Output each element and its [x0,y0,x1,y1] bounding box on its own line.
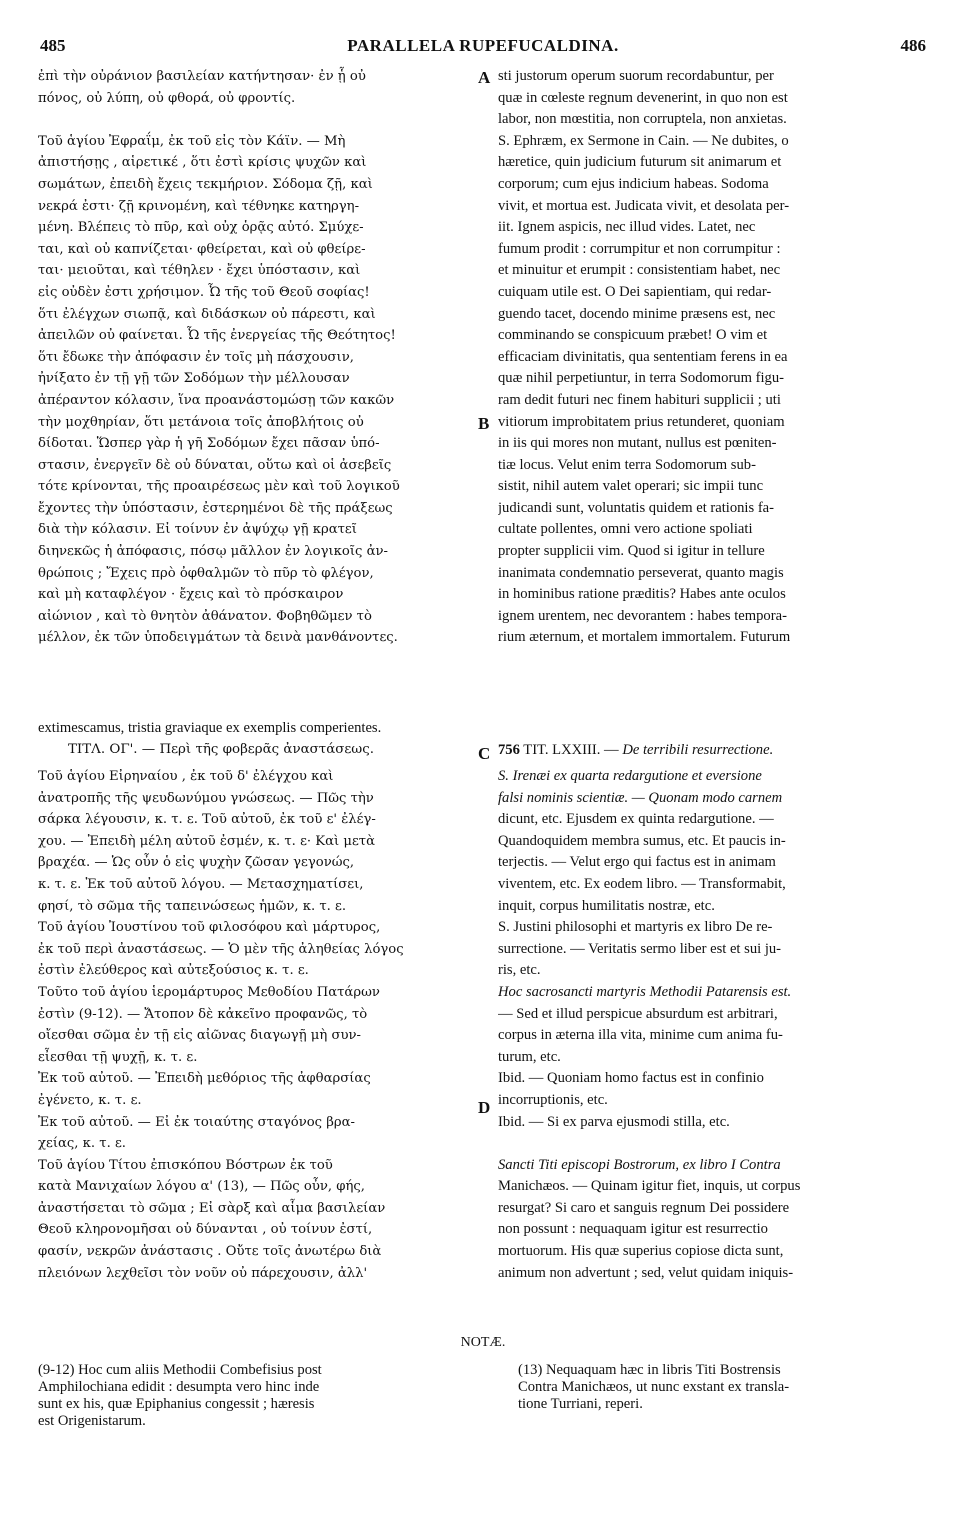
greek-text-line: θρώποις ; Ἔχεις πρὸ ὀφθαλμῶν τὸ πῦρ τὸ φλέγον, [38,565,374,581]
greek-text-line: εἶεσθαι τῇ ψυχῇ, κ. τ. ε. [38,1049,198,1065]
latin-text-line: viventem, etc. Ex eodem libro. — Transformabit, [498,875,786,892]
latin-text-line: surrectione. — Veritatis sermo liber est et sui ju- [498,940,782,957]
latin-text-line: Ibid. — Si ex parva ejusmodi stilla, etc. [498,1113,730,1130]
greek-text-line: Τοῦ ἁγίου Ἰουστίνου τοῦ φιλοσόφου καὶ μάρτυρος, [38,920,381,936]
latin-text-line: S. Justini philosophi et martyris ex libro De re- [498,919,773,936]
greek-text-line: ἐστὶν (9-12). — Ἄτοπον δὲ κἀκεῖνο προφανῶς, τὸ [38,1006,368,1022]
column-number: 756 [498,742,520,758]
greek-text-line: ἀπέραντον κόλασιν, ἵνα προανάστομώσῃ τῶν κακῶν [38,392,395,408]
section-marker-b: B [478,414,490,433]
greek-text-line: δίδοται. Ὥσπερ γὰρ ἡ γῆ Σοδόμων ἔχει πᾶσαν ὑπό- [38,436,380,452]
greek-text-line: ἀπιστήσῃς , αἱρετικέ , ὅτι ἐστὶ κρίσις ψυχῶν καὶ [38,155,367,171]
greek-text-line: κατὰ Μανιχαίων λόγου α' (13), — Πῶς οὖν, φής, [38,1179,365,1195]
greek-text-line: Τοῦ ἁγίου Τίτου ἐπισκόπου Βόστρων ἐκ τοῦ [38,1157,333,1173]
latin-text-line: sistit, nihil autem valet operari; sic impii tunc [498,478,764,495]
note-line: (9-12) Hoc cum aliis Methodii Combefisius post [38,1362,322,1378]
latin-section-title [498,742,773,759]
latin-text-line: mortuorum. His quæ superius copiose dicta sunt, [498,1243,784,1260]
greek-text-line: Θεοῦ κληρονομῆσαι οὐ δύνανται , οὐ τοίνυν ἐστί, [38,1222,373,1238]
greek-text-line: σωμάτων, ἐπειδὴ ἔχεις τεκμήριον. Σόδομα ζῇ, καὶ [38,176,373,192]
greek-text-line: ται· μειοῦται, καὶ τέθηλεν · ἔχει ὑπόστασιν, καὶ [38,263,361,279]
greek-text-line: Τοῦτο τοῦ ἁγίου ἱερομάρτυρος Μεθοδίου Πατάρων [38,984,380,1000]
greek-column-bottom [38,766,474,1284]
latin-text-line: terjectis. — Velut ergo qui factus est in animam [498,854,776,871]
greek-text-line: Ἐκ τοῦ αὐτοῦ. — Εἰ ἐκ τοιαύτης σταγόνος βρα- [38,1114,355,1130]
greek-text-line: κ. τ. ε. Ἐκ τοῦ αὐτοῦ λόγου. — Μετασχηματίσει, [38,876,364,892]
latin-title-italic: De terribili resurrectione. [622,742,774,758]
section-marker-a: A [478,68,491,87]
latin-text-line: tiæ locus. Velut enim terra Sodomorum sub- [498,456,756,473]
latin-text-line: iit. Ignem aspicis, nec illud vides. Latet, nec [498,219,756,236]
latin-text-line: corpus in æterna illa vita, minime cum anima fu- [498,1027,783,1044]
greek-text-line: πλειόνων λεχθεῖσι τὸν νοῦν οὐ πάρεχουσιν, ἀλλ' [38,1265,368,1281]
greek-text-line: χείας, κ. τ. ε. [38,1136,126,1152]
greek-text-line: πόνος, οὐ λύπη, οὐ φθορά, οὐ φροντίς. [38,90,296,106]
right-page-number: 486 [900,36,926,55]
latin-text-line: non possunt : nequaquam igitur est resurrectio [498,1221,768,1238]
latin-text-line: S. Ephræm, ex Sermone in Cain. — Ne dubites, o [498,132,789,149]
greek-text-line: ἐκ τοῦ περὶ ἀναστάσεως. — Ὁ μὲν τῆς ἀληθείας λόγος [38,941,404,957]
latin-text-line: Ibid. — Quoniam homo factus est in confinio [498,1070,764,1087]
latin-text-line: dicunt, etc. Ejusdem ex quinta redargutione. — [498,811,774,828]
left-page-number: 485 [40,36,66,55]
latin-title-label: TIT. LXXIII. — [523,742,619,758]
greek-text-line: φασίν, νεκρῶν ἀνάστασις . Οὔτε τοῖς ἀνωτέρω διὰ [38,1244,382,1260]
latin-text-line: vivit, et mortua est. Judicata vivit, et desolata per- [498,197,790,214]
latin-text-line: guendo tacet, docendo minime præsens est, nec [498,305,776,322]
latin-text-line: inanimata condemnatio perseverat, quanto magis [498,564,784,581]
greek-text-line: τότε κρίνονται, τῆς προαιρέσεως μὲν καὶ τοῦ λογικοῦ [38,479,400,495]
greek-text-line: φησί, τὸ σῶμα τῆς ταπεινώσεως ἡμῶν, κ. τ. ε. [38,898,347,914]
latin-text-line: efficaciam divinitatis, qua sententiam ferens in ea [498,348,788,365]
latin-text-line: labor, non mœstitia, non corruptela, non anxietas. [498,111,787,128]
latin-text-line: corporum; cum ejus indicium habeas. Sodoma [498,175,769,192]
latin-text-line: incorruptionis, etc. [498,1091,608,1108]
greek-text-line: ἀναστήσεται τὸ σῶμα ; Εἰ σὰρξ καὶ αἷμα βασιλείαν [38,1200,386,1216]
greek-text-line: σάρκα λέγουσιν, κ. τ. ε. Τοῦ αὐτοῦ, ἐκ τοῦ ε' ἐλέγ- [38,812,376,828]
greek-text-line: καὶ μὴ καταφλέγον · ἔχεις καὶ τὸ πρόσκαιρον [38,587,344,603]
note-left [38,1362,322,1430]
greek-text-line: διηνεκῶς ἡ ἀπόφασις, πόσῳ μᾶλλον ἐν λογικοῖς ἀν- [38,544,388,560]
note-line: est Origenistarum. [38,1413,146,1429]
greek-text-line: οἴεσθαι σῶμα ἐν τῇ εἰς αἰῶνας διαγωγῇ μὴ συν- [38,1028,361,1044]
latin-column-top [498,66,930,649]
greek-text-line: Τοῦ ἁγίου Εἰρηναίου , ἐκ τοῦ δ' ἐλέγχου καὶ [38,769,334,784]
latin-text-line: judicandi sunt, voluntatis quidem et rationis fa- [498,499,775,516]
greek-text-line: διὰ τὴν κόλασιν. Εἰ τοίνυν ἐν ἀψύχῳ γῇ κρατεῖ [38,522,357,538]
greek-text-line: ἐστὶν ἐλεύθερος καὶ αὐτεξούσιος κ. τ. ε. [38,963,309,979]
latin-text-line: cultate pollentes, omni vero actione spoliati [498,521,753,538]
latin-text-line: vitiorum improbitatem prius retunderet, quoniam [498,413,785,430]
note-line: tione Turriani, reperi. [518,1396,643,1412]
greek-text-line: ἐγένετο, κ. τ. ε. [38,1092,142,1108]
latin-text-line: resurgat? Si caro et sanguis regnum Dei possidere [498,1199,790,1216]
latin-text-line: Quandoquidem membra sumus, etc. Et paucis in- [498,832,786,849]
latin-text-line [498,1133,930,1155]
note-right [518,1362,789,1413]
latin-text-line: Manichæos. — Quinam igitur fiet, inquis, ut corpus [498,1178,801,1195]
full-width-line: extimescamus, tristia graviaque ex exemplis comperientes. [38,720,382,736]
latin-text-line: Sancti Titi episcopi Bostrorum, ex libro I Contra [498,1156,781,1173]
greek-text-line: Τοῦ ἁγίου Ἐφραΐμ, ἐκ τοῦ εἰς τὸν Κάϊν. — Μὴ [38,133,346,149]
latin-text-line: sti justorum operum suorum recordabuntur, per [498,68,774,84]
greek-text-line: ἐπὶ τὴν οὐράνιον βασιλείαν κατήντησαν· ἐν ᾗ οὐ [38,69,366,84]
greek-text-line: στασιν, ἐνεργεῖν δὲ οὐ δύναται, οὕτω καὶ οἱ ἀσεβεῖς [38,457,392,473]
greek-text-line: μένη. Βλέπεις τὸ πῦρ, καὶ οὐχ ὁρᾷς αὐτό. Σμύχε- [38,220,364,236]
latin-text-line: — Sed et illud perspicue absurdum est arbitrari, [498,1005,778,1022]
note-line: Contra Manichæos, ut nunc exstant ex transla- [518,1379,790,1395]
latin-text-line: S. Irenæi ex quarta redargutione et eversione [498,768,762,784]
greek-text-line: ὅτι ἐλέγχων σιωπᾷ, καὶ διδάσκων οὐ πάρεστι, καὶ [38,306,376,322]
greek-text-line: ἠνίξατο ἐν τῇ γῇ τῶν Σοδόμων τὴν μέλλουσαν [38,371,350,387]
latin-text-line: Hoc sacrosancti martyris Methodii Patarensis est. [498,983,792,1000]
section-marker-c: C [478,744,491,763]
latin-text-line: turum, etc. [498,1048,561,1065]
latin-text-line: ignem urentem, nec devorantem : habes tempora- [498,607,787,624]
greek-text-line: εἰς οὐδὲν ἐστι χρήσιμον. Ὦ τῆς τοῦ Θεοῦ σοφίας! [38,284,370,300]
latin-text-line: et minuitur et erumpit : consistentiam habet, nec [498,262,781,279]
greek-text-line: Ἐκ τοῦ αὐτοῦ. — Ἐπειδὴ μεθόριος τῆς ἀφθαρσίας [38,1071,371,1087]
latin-text-line: fumum prodit : corrumpitur et non corrumpitur : [498,240,781,257]
greek-text-line: ὅτι ἔδωκε τὴν ἀπόφασιν ἐν τοῖς μὴ πάσχουσιν, [38,349,354,365]
latin-text-line: ram dedit futuri nec finem habituri supplicii ; uti [498,391,781,408]
greek-text-line: χου. — Ἐπειδὴ μέλη αὐτοῦ ἐσμέν, κ. τ. ε· Καὶ μετὰ [38,833,376,849]
greek-text-line: νεκρά ἐστι· ζῇ κρινομένη, καὶ τέθνηκε κατηργη- [38,198,360,214]
greek-text-line: αἰώνιον , καὶ τὸ θνητὸν ἀθάνατον. Φοβηθῶμεν τὸ [38,608,372,624]
notes-heading: NOTÆ. [460,1335,506,1350]
note-line: Amphilochiana edidit : desumpta vero hinc inde [38,1379,320,1395]
note-line: (13) Nequaquam hæc in libris Titi Bostrensis [518,1362,781,1378]
greek-column-top [38,66,474,649]
running-title: PARALLELA RUPEFUCALDINA. [347,36,619,55]
latin-column-bottom [498,766,930,1284]
greek-text-line: βραχέα. — Ὡς οὖν ὁ εἰς ψυχὴν ζῶσαν γεγονώς, [38,855,355,871]
latin-text-line: comminando se conspicuum præbet! O vim et [498,327,768,344]
greek-text-line: ἀπειλῶν οὐ φαίνεται. Ὦ τῆς ἐνεργείας τῆς Θεότητος! [38,328,396,344]
latin-text-line: hæretice, quin judicium futurum sit animarum et [498,154,782,171]
latin-text-line: inquit, corpus humilitatis nostræ, etc. [498,897,715,914]
latin-text-line: propter supplicii vim. Quod si igitur in tellure [498,543,765,560]
latin-text-line: quæ in cœleste regnum devenerint, in quo non est [498,89,788,106]
greek-text-line: ται, καὶ οὐ καπνίζεται· φθείρεται, καὶ οὐ φθείρε- [38,241,366,257]
greek-text-line [38,109,474,131]
page-header [40,36,926,58]
section-marker-d: D [478,1098,491,1117]
latin-text-line: animum non advertunt ; sed, velut quidam iniquis- [498,1264,794,1281]
note-line: sunt ex his, quæ Epiphanius congessit ; hæresis [38,1396,315,1412]
latin-text-line: rium æternum, et mortalem immortalem. Futurum [498,629,791,646]
latin-text-line: in hominibus ratione præditis? Habes ante oculos [498,586,786,603]
greek-section-title: ΤΙΤΛ. ΟΓ'. — Περὶ τῆς φοβερᾶς ἀναστάσεως. [68,742,374,757]
latin-text-line: cuiquam utile est. O Dei sapientiam, qui redar- [498,283,772,300]
latin-text-line: in iis qui mores non mutant, nullus est pœniten- [498,435,777,452]
greek-text-line: ἀνατροπῆς τῆς ψευδωνύμου γνώσεως. — Πῶς τὴν [38,790,374,806]
latin-text-line: ris, etc. [498,962,541,979]
greek-text-line: μέλλον, ἐκ τῶν ὑποδειγμάτων τὰ δεινὰ μανθάνοντες. [38,630,398,646]
latin-text-line: quæ nihil perpetiuntur, in terra Sodomorum figu- [498,370,784,387]
latin-text-line: falsi nominis scientiæ. — Quonam modo carnem [498,789,783,806]
greek-text-line: ἔχοντες τὴν ὑπόστασιν, ἐστερημένοι δὲ τῆς πράξεως [38,500,393,516]
greek-text-line: τὴν μοχθηρίαν, ὅτι μετάνοια τοῖς ἀποβλήτοις οὐ [38,414,364,430]
